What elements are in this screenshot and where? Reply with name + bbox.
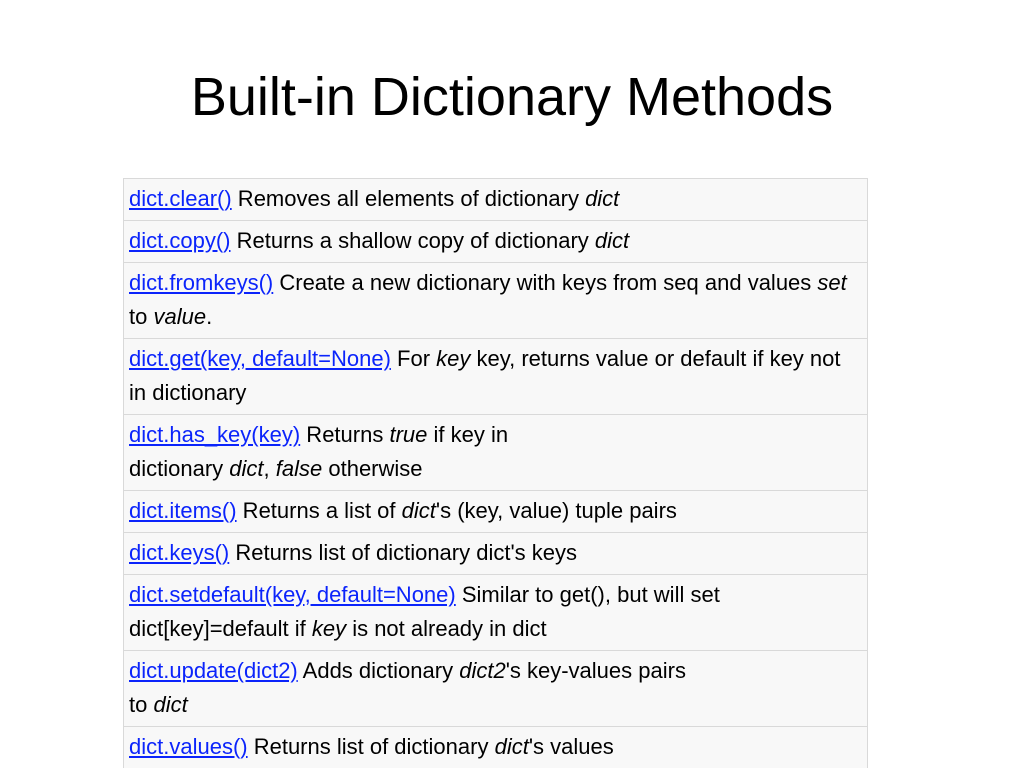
description-italic: dict (229, 456, 264, 481)
description-text: to (129, 304, 154, 329)
table-cell (124, 263, 868, 339)
table-cell (124, 533, 868, 575)
method-link-values[interactable]: dict.values() (129, 734, 248, 759)
description-text: Returns a list of (236, 498, 402, 523)
method-link-copy[interactable]: dict.copy() (129, 228, 231, 253)
description-text: to (129, 692, 154, 717)
table-row (124, 491, 868, 533)
description-italic: set (817, 270, 847, 295)
method-link-get[interactable]: dict.get(key, default=None) (129, 346, 391, 371)
description-text: Returns (300, 422, 390, 447)
description-italic: dict (594, 228, 630, 253)
method-link-has-key[interactable]: dict.has_key(key) (129, 422, 301, 447)
description-text: otherwise (322, 456, 423, 481)
description-italic: true (389, 422, 428, 447)
description-text: 's (key, value) tuple pairs (435, 498, 677, 523)
table-row (124, 263, 868, 339)
method-link-update[interactable]: dict.update(dict2) (129, 658, 298, 683)
table-cell (124, 651, 868, 727)
slide-title: Built-in Dictionary Methods (190, 67, 834, 127)
description-text: Removes all elements of dictionary (231, 186, 586, 211)
description-text: . (206, 304, 213, 329)
table-cell (124, 179, 868, 221)
description-text: dictionary (129, 456, 230, 481)
table-row (124, 727, 868, 768)
description-italic: dict2 (459, 658, 506, 683)
table-row (124, 533, 868, 575)
method-link-keys[interactable]: dict.keys() (129, 540, 230, 565)
table-cell (124, 339, 868, 415)
description-italic: dict (585, 186, 620, 211)
method-link-clear[interactable]: dict.clear() (129, 186, 232, 211)
description-text: is not already in dict (346, 616, 547, 641)
description-text: Adds dictionary (297, 658, 460, 683)
table-cell (124, 221, 868, 263)
description-text: if key in (427, 422, 509, 447)
description-text: key, returns value or default if key not in dictionary (129, 346, 841, 405)
description-text: 's values (528, 734, 614, 759)
table-row (124, 415, 868, 491)
description-italic: value (153, 304, 207, 329)
method-link-fromkeys[interactable]: dict.fromkeys() (129, 270, 274, 295)
description-text: Returns list of dictionary dict's keys (229, 540, 578, 565)
method-link-items[interactable]: dict.items() (129, 498, 237, 523)
description-italic: dict (401, 498, 436, 523)
table-cell (124, 727, 868, 768)
method-link-setdefault[interactable]: dict.setdefault(key, default=None) (129, 582, 456, 607)
methods-table (123, 178, 868, 768)
table-row (124, 339, 868, 415)
description-text: Similar to get(), but will set dict[key]=default if (129, 582, 720, 641)
description-italic: dict (153, 692, 188, 717)
table-row (124, 575, 868, 651)
description-text: Returns a shallow copy of dictionary (230, 228, 595, 253)
table-row (124, 179, 868, 221)
table-cell (124, 491, 868, 533)
description-text: Returns list of dictionary (247, 734, 495, 759)
description-text: , (263, 456, 276, 481)
table-row (124, 651, 868, 727)
description-italic: key (311, 616, 347, 641)
description-italic: dict (494, 734, 529, 759)
description-text: For (390, 346, 437, 371)
description-text: Create a new dictionary with keys from seq and values (273, 270, 818, 295)
description-text: 's key-values pairs (505, 658, 686, 683)
description-italic: key (436, 346, 471, 371)
table-row (124, 221, 868, 263)
table-cell (124, 575, 868, 651)
description-italic: false (275, 456, 323, 481)
table-cell (124, 415, 868, 491)
